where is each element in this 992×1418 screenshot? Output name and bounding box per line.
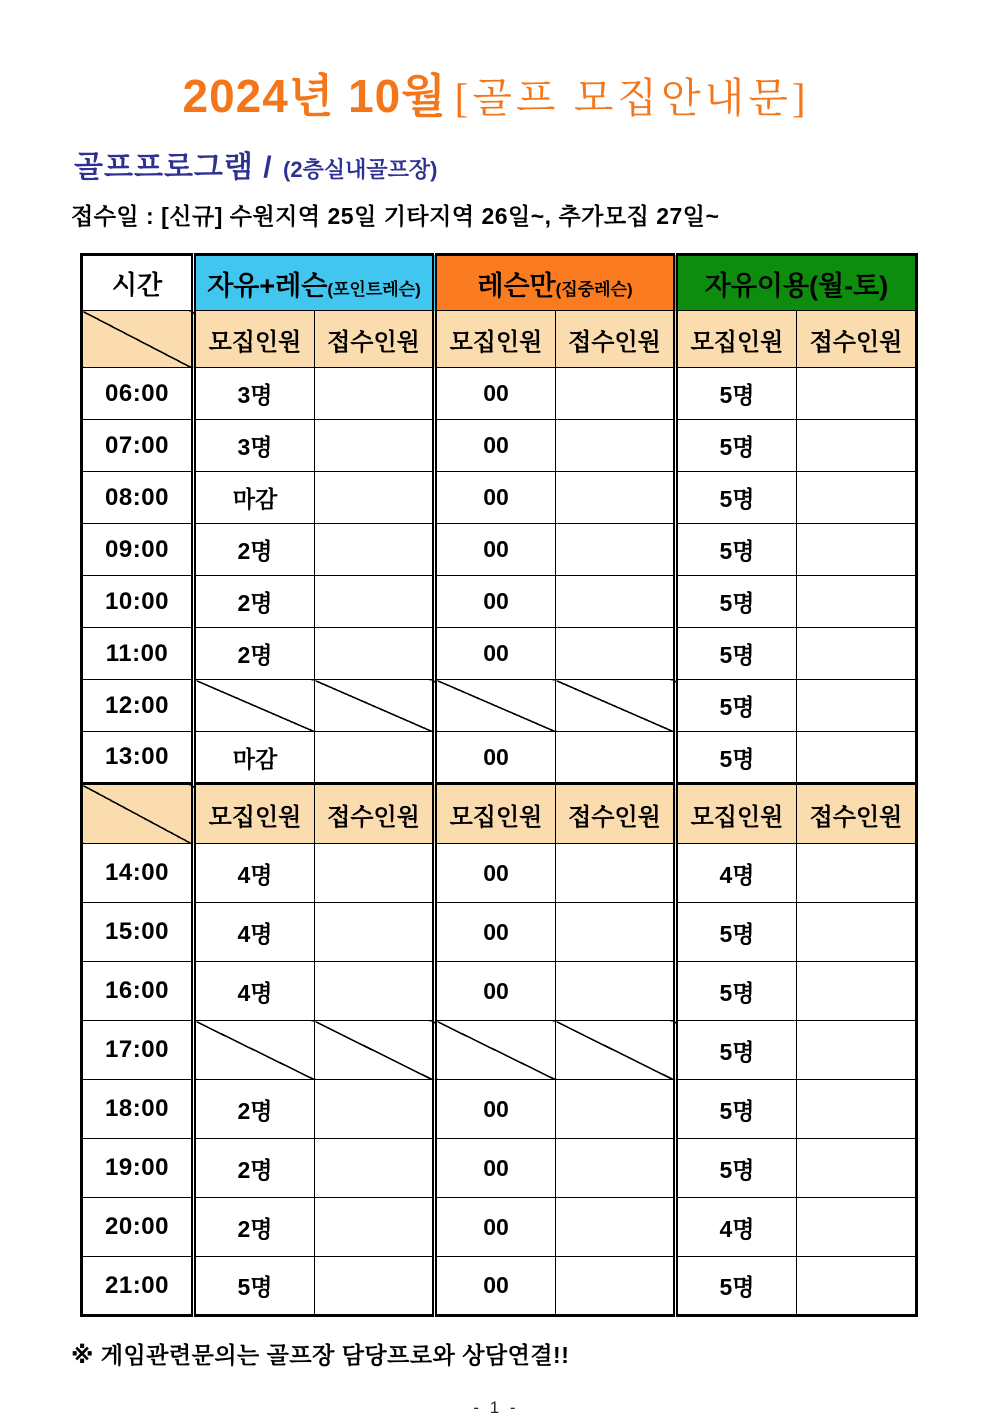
apply-count-cell (315, 1080, 435, 1139)
schedule-row (82, 368, 917, 420)
apply-count-cell (556, 962, 676, 1021)
apply-count-cell (556, 844, 676, 903)
page-title (0, 0, 992, 126)
recruit-count-cell: 2명 (194, 628, 315, 680)
column-group-header-row (82, 255, 917, 311)
subheader-cell: 접수인원 (315, 311, 435, 368)
apply-count-cell (556, 420, 676, 472)
subheader-cell: 모집인원 (676, 784, 797, 844)
subheader-cell: 접수인원 (556, 784, 676, 844)
group-sublabel: (집중레슨) (555, 279, 633, 299)
subheader-cell: 접수인원 (556, 311, 676, 368)
recruit-count-cell: 00 (435, 903, 556, 962)
recruit-count-cell: 4명 (194, 962, 315, 1021)
apply-count-cell (797, 680, 917, 732)
apply-count-cell (315, 1198, 435, 1257)
schedule-row (82, 680, 917, 732)
apply-count-cell (797, 576, 917, 628)
recruit-count-cell: 5명 (676, 732, 797, 784)
group-sublabel: (포인트레슨) (327, 279, 421, 299)
schedule-table (80, 253, 918, 1317)
column-group-header (435, 255, 676, 311)
apply-count-cell (556, 1080, 676, 1139)
recruit-count-cell: 5명 (194, 1257, 315, 1316)
apply-count-cell (315, 576, 435, 628)
recruit-count-cell: 5명 (676, 1139, 797, 1198)
apply-count-cell (315, 962, 435, 1021)
recruit-count-cell: 3명 (194, 420, 315, 472)
recruit-count-cell: 5명 (676, 962, 797, 1021)
apply-count-cell (797, 472, 917, 524)
apply-count-cell (315, 472, 435, 524)
apply-count-cell (556, 732, 676, 784)
time-cell: 06:00 (82, 368, 194, 420)
apply-count-cell (556, 472, 676, 524)
apply-count-cell (556, 628, 676, 680)
recruit-count-cell: 5명 (676, 472, 797, 524)
group-label: 자유이용(월-토) (704, 270, 889, 301)
recruit-count-cell: 2명 (194, 1139, 315, 1198)
recruit-count-cell: 00 (435, 1198, 556, 1257)
recruit-count-cell: 5명 (676, 903, 797, 962)
schedule-row (82, 1021, 917, 1080)
time-cell: 16:00 (82, 962, 194, 1021)
column-group-header (194, 255, 435, 311)
apply-count-cell (797, 732, 917, 784)
recruit-count-cell: 00 (435, 368, 556, 420)
recruit-count-cell: 00 (435, 524, 556, 576)
apply-count-cell (315, 844, 435, 903)
recruit-count-cell: 5명 (676, 1257, 797, 1316)
recruit-count-cell: 00 (435, 962, 556, 1021)
subheader-row (82, 784, 917, 844)
recruit-count-cell: 3명 (194, 368, 315, 420)
apply-count-cell (315, 628, 435, 680)
apply-count-cell (556, 1198, 676, 1257)
apply-count-cell (315, 368, 435, 420)
schedule-row (82, 1257, 917, 1316)
apply-count-cell (797, 420, 917, 472)
crossed-corner-cell (82, 784, 194, 844)
schedule-row (82, 576, 917, 628)
apply-count-cell (315, 903, 435, 962)
program-label: 골프프로그램 / (74, 151, 273, 184)
subheader-cell: 모집인원 (435, 311, 556, 368)
subheader-cell: 모집인원 (676, 311, 797, 368)
recruit-count-cell: 5명 (676, 680, 797, 732)
apply-count-cell (797, 1080, 917, 1139)
recruit-count-cell: 00 (435, 1080, 556, 1139)
crossed-cell (556, 680, 676, 732)
time-cell: 17:00 (82, 1021, 194, 1080)
recruit-count-cell: 00 (435, 472, 556, 524)
recruit-count-cell: 00 (435, 732, 556, 784)
schedule-row (82, 1139, 917, 1198)
time-cell: 18:00 (82, 1080, 194, 1139)
recruit-count-cell: 5명 (676, 576, 797, 628)
subheader-cell: 모집인원 (435, 784, 556, 844)
crossed-cell (315, 680, 435, 732)
time-cell: 14:00 (82, 844, 194, 903)
subheader-cell: 접수인원 (315, 784, 435, 844)
recruit-count-cell: 2명 (194, 1080, 315, 1139)
apply-count-cell (797, 1139, 917, 1198)
apply-count-cell (797, 1257, 917, 1316)
apply-count-cell (797, 962, 917, 1021)
subheader-cell: 모집인원 (194, 784, 315, 844)
time-column-header: 시간 (82, 255, 194, 311)
time-cell: 12:00 (82, 680, 194, 732)
subheader-cell: 모집인원 (194, 311, 315, 368)
schedule-row (82, 732, 917, 784)
recruit-count-cell: 마감 (194, 732, 315, 784)
schedule-row (82, 903, 917, 962)
recruit-count-cell: 00 (435, 844, 556, 903)
apply-count-cell (315, 524, 435, 576)
recruit-count-cell: 5명 (676, 1021, 797, 1080)
crossed-corner-cell (82, 311, 194, 368)
crossed-cell (556, 1021, 676, 1080)
time-cell: 11:00 (82, 628, 194, 680)
apply-count-cell (797, 1021, 917, 1080)
recruit-count-cell: 00 (435, 576, 556, 628)
schedule-row (82, 1198, 917, 1257)
location-note: (2층실내골프장) (283, 157, 438, 182)
recruit-count-cell: 4명 (194, 903, 315, 962)
apply-count-cell (797, 628, 917, 680)
apply-count-cell (315, 1139, 435, 1198)
time-cell: 21:00 (82, 1257, 194, 1316)
apply-count-cell (556, 524, 676, 576)
recruit-count-cell: 00 (435, 628, 556, 680)
title-notice-bracket: [골프 모집안내문] (454, 75, 810, 121)
crossed-cell (194, 1021, 315, 1080)
contact-note: ※ 게임관련문의는 골프장 담당프로와 상담연결!! (71, 1342, 570, 1368)
time-cell: 13:00 (82, 732, 194, 784)
time-cell: 07:00 (82, 420, 194, 472)
apply-count-cell (315, 1257, 435, 1316)
recruit-count-cell: 2명 (194, 524, 315, 576)
schedule-row (82, 472, 917, 524)
recruit-count-cell: 2명 (194, 1198, 315, 1257)
subheader-cell: 접수인원 (797, 311, 917, 368)
recruit-count-cell: 마감 (194, 472, 315, 524)
recruit-count-cell: 5명 (676, 368, 797, 420)
crossed-cell (435, 1021, 556, 1080)
title-month: 2024년 10월 (182, 70, 447, 122)
apply-count-cell (315, 732, 435, 784)
column-group-header (676, 255, 917, 311)
apply-count-cell (556, 576, 676, 628)
time-cell: 20:00 (82, 1198, 194, 1257)
apply-count-cell (556, 368, 676, 420)
schedule-row (82, 420, 917, 472)
time-cell: 15:00 (82, 903, 194, 962)
recruit-count-cell: 5명 (676, 628, 797, 680)
schedule-row (82, 1080, 917, 1139)
time-cell: 09:00 (82, 524, 194, 576)
subheader-cell: 접수인원 (797, 784, 917, 844)
apply-count-cell (797, 844, 917, 903)
recruit-count-cell: 4명 (676, 844, 797, 903)
apply-count-cell (797, 1198, 917, 1257)
time-cell: 10:00 (82, 576, 194, 628)
apply-count-cell (797, 368, 917, 420)
recruit-count-cell: 00 (435, 1257, 556, 1316)
recruit-count-cell: 5명 (676, 420, 797, 472)
apply-count-cell (797, 903, 917, 962)
recruit-count-cell: 00 (435, 1139, 556, 1198)
crossed-cell (435, 680, 556, 732)
time-cell: 08:00 (82, 472, 194, 524)
recruit-count-cell: 4명 (676, 1198, 797, 1257)
apply-count-cell (797, 524, 917, 576)
time-cell: 19:00 (82, 1139, 194, 1198)
apply-count-cell (556, 903, 676, 962)
crossed-cell (194, 680, 315, 732)
apply-count-cell (315, 420, 435, 472)
apply-count-cell (556, 1257, 676, 1316)
schedule-row (82, 844, 917, 903)
page-number: - 1 - (473, 1398, 519, 1417)
subheader-row (82, 311, 917, 368)
group-label: 레슨만 (477, 270, 556, 301)
recruit-count-cell: 5명 (676, 524, 797, 576)
program-subtitle (74, 142, 992, 186)
schedule-row (82, 524, 917, 576)
schedule-row (82, 628, 917, 680)
recruit-count-cell: 4명 (194, 844, 315, 903)
recruit-count-cell: 2명 (194, 576, 315, 628)
group-label: 자유+레슨 (207, 270, 328, 301)
reception-info: 접수일 : [신규] 수원지역 25일 기타지역 26일~, 추가모집 27일~ (71, 203, 720, 229)
apply-count-cell (556, 1139, 676, 1198)
crossed-cell (315, 1021, 435, 1080)
recruit-count-cell: 5명 (676, 1080, 797, 1139)
schedule-row (82, 962, 917, 1021)
recruit-count-cell: 00 (435, 420, 556, 472)
